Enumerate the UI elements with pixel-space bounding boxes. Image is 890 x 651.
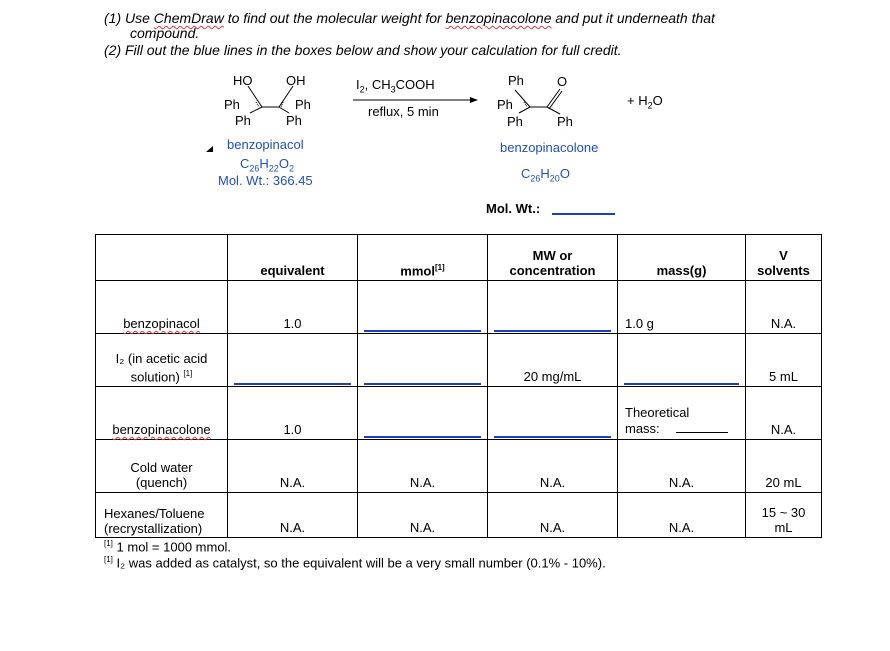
footnote-1: [1] 1 mol = 1000 mmol. [104, 539, 232, 555]
cell-mw: N.A. [488, 440, 618, 493]
label-prod-ph-bottom-left: Ph [507, 114, 523, 129]
header-v: V solvents [746, 235, 822, 281]
cell-equivalent: N.A. [228, 493, 358, 538]
cell-mass: N.A. [618, 493, 746, 538]
cell-mmol: N.A. [358, 493, 488, 538]
triangle-marker-icon [206, 146, 213, 152]
table-header-row [96, 235, 822, 281]
cell-mw-blank[interactable] [488, 387, 618, 440]
product-name: benzopinacolone [500, 140, 599, 155]
reactant-formula: $C_{26}H_{22}O_2$ [240, 156, 294, 174]
header-mmol: mmol[1] [358, 235, 488, 281]
header-equivalent: equivalent [228, 235, 358, 281]
cell-theoretical-mass: Theoretical mass: [618, 387, 746, 440]
row-label-iodine: I₂ (in acetic acid solution) [1] [96, 334, 228, 387]
conditions: reflux, 5 min [368, 104, 439, 119]
label-ph-bottom-right: Ph [286, 113, 302, 128]
header-empty [96, 235, 228, 281]
cell-equivalent: N.A. [228, 440, 358, 493]
reagents: $I_2$, $CH_3COOH$ [356, 77, 435, 95]
label-ph-left: Ph [224, 97, 240, 112]
reaction-scheme [0, 0, 890, 230]
product-formula: $C_{26}H_{20}O$ [521, 166, 570, 184]
cell-mass: N.A. [618, 440, 746, 493]
byproduct-water: + $H_2O$ [627, 93, 663, 111]
product-mol-wt-blank[interactable] [552, 213, 615, 215]
cell-v: 5 mL [746, 334, 822, 387]
chemdraw-link: ChemDraw [153, 10, 224, 26]
table-row [96, 281, 822, 334]
instruction-1-cont: compound. [130, 25, 200, 41]
cell-mass: 1.0 g [618, 281, 746, 334]
theoretical-mass-blank[interactable] [676, 432, 728, 433]
table-row [96, 493, 822, 538]
instruction-text: and put it underneath that [551, 10, 715, 26]
cell-mw: 20 mg/mL [488, 334, 618, 387]
benzopinacolone-word: benzopinacolone [445, 10, 552, 26]
label-ho: HO [233, 73, 253, 88]
footnote-2: [1] I₂ was added as catalyst, so the equivalent will be a very small number (0.1% - 10%). [104, 555, 606, 571]
cell-mw-blank[interactable] [488, 281, 618, 334]
cell-v: N.A. [746, 281, 822, 334]
header-mass: mass(g) [618, 235, 746, 281]
reaction-arrow [353, 97, 478, 103]
reactant-name: benzopinacol [227, 137, 304, 152]
cell-mass-blank[interactable] [618, 334, 746, 387]
cell-equivalent: 1.0 [228, 281, 358, 334]
row-label-water: Cold water (quench) [96, 440, 228, 493]
cell-v: 15 ~ 30 mL [746, 493, 822, 538]
cell-mmol: N.A. [358, 440, 488, 493]
table-row [96, 334, 822, 387]
label-ph-bottom-left: Ph [235, 113, 251, 128]
row-label-benzopinacol: benzopinacol [96, 281, 228, 334]
instruction-text: to find out the molecular weight for [223, 10, 446, 26]
benzopinacol-structure [248, 86, 293, 113]
table-row [96, 440, 822, 493]
label-prod-ph-left: Ph [497, 97, 513, 112]
cell-v: N.A. [746, 387, 822, 440]
header-mw: MW or concentration [488, 235, 618, 281]
label-prod-o: O [557, 74, 568, 89]
label-oh: OH [286, 73, 306, 88]
row-label-benzopinacolone: benzopinacolone [96, 387, 228, 440]
table-row [96, 387, 822, 440]
instruction-2: (2) Fill out the blue lines in the boxes below and show your calculation for full credit. [104, 42, 622, 58]
row-label-hexanes: Hexanes/Toluene (recrystallization) [96, 493, 228, 538]
reagent-table [95, 234, 822, 538]
cell-equivalent-blank[interactable] [228, 334, 358, 387]
reactant-mol-wt: Mol. Wt.: 366.45 [218, 173, 313, 188]
cell-mmol-blank[interactable] [358, 281, 488, 334]
cell-mmol-blank[interactable] [358, 387, 488, 440]
cell-mw: N.A. [488, 493, 618, 538]
product-mol-wt-label: Mol. Wt.: [486, 201, 541, 216]
label-prod-ph-top: Ph [508, 73, 524, 88]
cell-equivalent: 1.0 [228, 387, 358, 440]
label-ph-right: Ph [295, 97, 311, 112]
label-prod-ph-bottom-right: Ph [557, 114, 573, 129]
cell-v: 20 mL [746, 440, 822, 493]
instruction-text: (1) Use [104, 10, 154, 26]
cell-mmol-blank[interactable] [358, 334, 488, 387]
benzopinacolone-structure [515, 89, 562, 114]
